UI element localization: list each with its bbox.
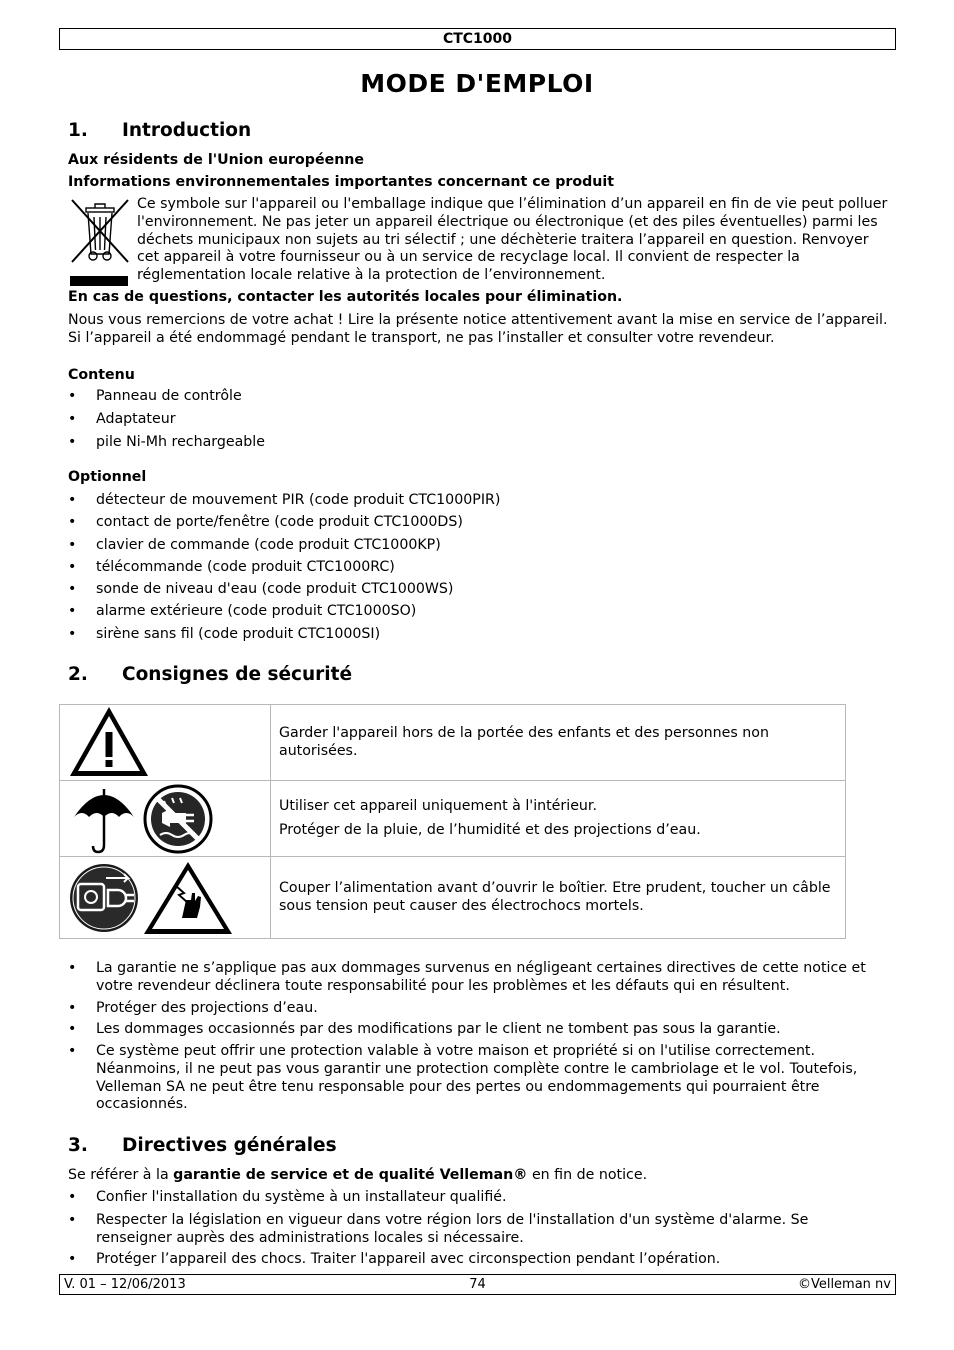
footer-copyright: ©Velleman nv xyxy=(797,1277,891,1292)
list-item: • Les dommages occasionnés par des modifications par le client ne tombent pas sous la garantie. xyxy=(68,1021,888,1039)
list-item: • Ce système peut offrir une protection valable à votre maison et propriété si on l'utilise correctement. Néanmoins, il ne peut pas vous garantir une protection complète contre le cambriolage et le vol. Toutefois, Velleman SA ne peut être tenu responsable pour des pertes ou endommagements qui pourraient être occasionnés. xyxy=(68,1043,888,1114)
list-item: • alarme extérieure (code produit CTC1000SO) xyxy=(68,603,888,621)
list-item: • clavier de commande (code produit CTC1000KP) xyxy=(68,537,888,555)
list-item: • télécommande (code produit CTC1000RC) xyxy=(68,559,888,577)
weee-bin-icon xyxy=(68,196,132,290)
umbrella-icon xyxy=(68,783,138,855)
section-heading-safety xyxy=(68,663,352,686)
footer-version: V. 01 – 12/06/2013 xyxy=(64,1277,186,1292)
contents-list xyxy=(68,388,888,451)
list-item: • Confier l'installation du système à un installateur qualifié. xyxy=(68,1189,888,1207)
safety-row xyxy=(60,705,846,781)
list-item: • Protéger des projections d’eau. xyxy=(68,1000,888,1018)
safety-icon-cell xyxy=(60,857,271,939)
safety-text: Garder l'appareil hors de la portée des enfants et des personnes non autorisées. xyxy=(279,724,769,759)
section-title: Consignes de sécurité xyxy=(122,664,353,685)
warranty-ref-prefix: Se référer à la xyxy=(68,1167,174,1183)
list-item: • pile Ni-Mh rechargeable xyxy=(68,434,888,452)
safety-text-cell xyxy=(271,781,846,857)
safety-bullets xyxy=(68,960,888,1114)
thanks-paragraph: Nous vous remercions de votre achat ! Lire la présente notice attentivement avant la mise en service de l’appareil. Si l’appareil a été endommagé pendant le transport, ne pas l’installer et consulter votre revendeur. xyxy=(68,312,888,346)
warranty-ref-bold: garantie de service et de qualité Velleman® xyxy=(173,1167,528,1183)
safety-text: Utiliser cet appareil uniquement à l'intérieur. xyxy=(279,797,597,814)
page-title: MODE D'EMPLOI xyxy=(360,69,594,98)
section-number: 3. xyxy=(68,1135,88,1156)
weee-text: Ce symbole sur l'appareil ou l'emballage indique que l’élimination d’un appareil en fin de vie peut polluer l'environnement. Ne pas jeter un appareil électrique ou électronique (et des piles éventuelles) parmi les déchets municipaux non sujets au tri sélectif ; une déchèterie traitera l’appareil en question. Renvoyer cet appareil à votre fournisseur ou à un service de recyclage local. Il convient de respecter la réglementation locale relative à la protection de l’environnement. xyxy=(137,196,888,283)
safety-text-cell xyxy=(271,705,846,781)
page-footer xyxy=(59,1274,896,1295)
safety-text: Protéger de la pluie, de l’humidité et des projections d’eau. xyxy=(279,821,701,838)
section-title: Directives générales xyxy=(122,1135,337,1156)
footer-page-number: 74 xyxy=(469,1277,486,1292)
safety-table xyxy=(59,704,846,939)
safety-text-cell xyxy=(271,857,846,939)
env-info-heading: Informations environnementales importantes concernant ce produit xyxy=(68,174,615,190)
electric-shock-icon xyxy=(142,860,234,936)
header-model: CTC1000 xyxy=(442,31,513,47)
contents-heading: Contenu xyxy=(68,367,135,383)
list-item: • sonde de niveau d'eau (code produit CTC1000WS) xyxy=(68,581,888,599)
safety-row xyxy=(60,857,846,939)
section-heading-general xyxy=(68,1134,337,1157)
safety-icon-cell xyxy=(60,781,271,857)
section-heading-introduction xyxy=(68,119,251,142)
list-item: • détecteur de mouvement PIR (code produit CTC1000PIR) xyxy=(68,492,888,510)
section-number: 2. xyxy=(68,664,88,685)
list-item: • La garantie ne s’applique pas aux dommages survenus en négligeant certaines directives de cette notice et votre revendeur déclinera toute responsabilité pour les problèmes et les défauts qui en résultent. xyxy=(68,960,888,996)
warranty-ref-suffix: en fin de notice. xyxy=(527,1167,648,1183)
warning-triangle-icon xyxy=(68,705,158,780)
list-item: • contact de porte/fenêtre (code produit CTC1000DS) xyxy=(68,514,888,532)
section-number: 1. xyxy=(68,120,88,141)
safety-icon-cell xyxy=(60,705,271,781)
optional-list xyxy=(68,492,888,643)
safety-text: Couper l’alimentation avant d’ouvrir le boîtier. Etre prudent, toucher un câble sous tension peut causer des électrochocs mortels. xyxy=(279,879,831,914)
page-header xyxy=(59,28,896,50)
safety-row xyxy=(60,781,846,857)
list-item: • Respecter la législation en vigueur dans votre région lors de l'installation d'un système d'alarme. Se renseigner auprès des administrations locales si nécessaire. xyxy=(68,1212,888,1248)
list-item: • sirène sans fil (code produit CTC1000SI) xyxy=(68,626,888,644)
eu-residents-heading: Aux résidents de l'Union européenne xyxy=(68,152,365,168)
warranty-reference xyxy=(68,1167,888,1185)
list-item: • Protéger l’appareil des chocs. Traiter l'appareil avec circonspection pendant l’opération. xyxy=(68,1251,888,1269)
section-title: Introduction xyxy=(122,120,252,141)
unplug-icon xyxy=(68,862,142,934)
questions-note: En cas de questions, contacter les autorités locales pour élimination. xyxy=(68,289,623,305)
list-item: • Panneau de contrôle xyxy=(68,388,888,406)
general-bullets xyxy=(68,1189,888,1269)
optional-heading: Optionnel xyxy=(68,469,147,485)
list-item: • Adaptateur xyxy=(68,411,888,429)
no-water-icon xyxy=(142,783,214,855)
